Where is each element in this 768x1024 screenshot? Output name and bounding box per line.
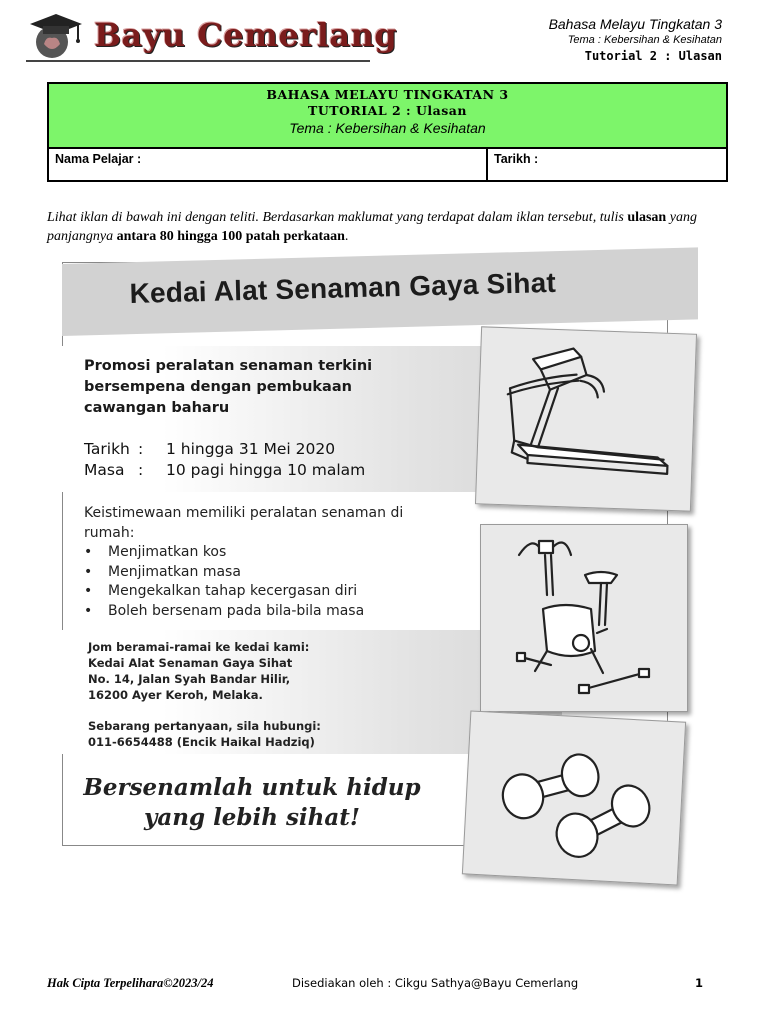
promo-text: Promosi peralatan senaman terkini bersempena dengan pembukaan cawangan baharu	[84, 358, 373, 416]
title-banner	[49, 84, 726, 149]
exercise-bike-card	[480, 524, 688, 712]
title-line-2: TUTORIAL 2 : Ulasan	[308, 103, 467, 118]
address-line: Jom beramai-ramai ke kedai kami:	[88, 640, 310, 654]
list-item: • Menjimatkan masa	[84, 563, 241, 580]
dumbbells-icon	[463, 712, 685, 885]
list-item: • Mengekalkan tahap kecergasan diri	[84, 583, 358, 599]
list-item: • Menjimatkan kos	[84, 544, 227, 560]
logo-text: Bayu Cemerlang	[94, 16, 398, 54]
header-subject: Bahasa Melayu Tingkatan 3	[548, 16, 722, 32]
treadmill-card	[475, 326, 697, 511]
student-name-label: Nama Pelajar :	[55, 152, 142, 166]
contact-line: 011-6654488 (Encik Haikal Hadziq)	[88, 735, 315, 749]
footer-prepared-by: Disediakan oleh : Cikgu Sathya@Bayu Cemerlang	[292, 976, 579, 990]
dumbbells-card	[462, 710, 686, 885]
treadmill-icon	[476, 327, 696, 510]
info-date: Tarikh : 1 hingga 31 Mei 2020	[84, 440, 336, 458]
date-cell[interactable]	[488, 149, 726, 180]
info-time: Masa : 10 pagi hingga 10 malam	[84, 461, 366, 479]
student-info-row	[49, 149, 726, 180]
slogan-line-2: yang lebih sihat!	[143, 804, 361, 831]
poster-title: Kedai Alat Senaman Gaya Sihat	[129, 266, 557, 310]
instruction-text: Lihat iklan di bawah ini dengan teliti. Berdasarkan maklumat yang terdapat dalam iklan tersebut, tulis ulasan yang panjangnya antara 80 hingga 100 patah perkataan.	[47, 210, 697, 244]
title-box	[47, 82, 728, 182]
header-rule	[26, 60, 370, 62]
address-line: 16200 Ayer Keroh, Melaka.	[88, 688, 263, 702]
benefits-intro: Keistimewaan memiliki peralatan senaman di rumah:	[84, 505, 404, 541]
contact-line: Sebarang pertanyaan, sila hubungi:	[88, 719, 321, 733]
title-line-1: BAHASA MELAYU TINGKATAN 3	[266, 87, 509, 102]
header-theme: Tema : Kebersihan & Kesihatan	[567, 34, 722, 46]
page-number: 1	[695, 976, 704, 990]
student-name-cell[interactable]	[49, 149, 488, 180]
date-label: Tarikh :	[494, 152, 539, 166]
slogan-line-1: Bersenamlah untuk hidup	[83, 774, 421, 801]
address-line: No. 14, Jalan Syah Bandar Hilir,	[88, 672, 291, 686]
list-item: • Boleh bersenam pada bila-bila masa	[84, 602, 365, 619]
graduation-cap-logo-icon	[26, 10, 86, 62]
benefits-list	[84, 543, 444, 621]
footer-copyright: Hak Cipta Terpelihara©2023/24	[47, 976, 214, 990]
title-line-3: Tema : Kebersihan & Kesihatan	[289, 120, 486, 136]
address-line: Kedai Alat Senaman Gaya Sihat	[88, 656, 293, 670]
header-tutorial: Tutorial 2 : Ulasan	[584, 49, 722, 63]
exercise-bike-icon	[481, 525, 687, 711]
